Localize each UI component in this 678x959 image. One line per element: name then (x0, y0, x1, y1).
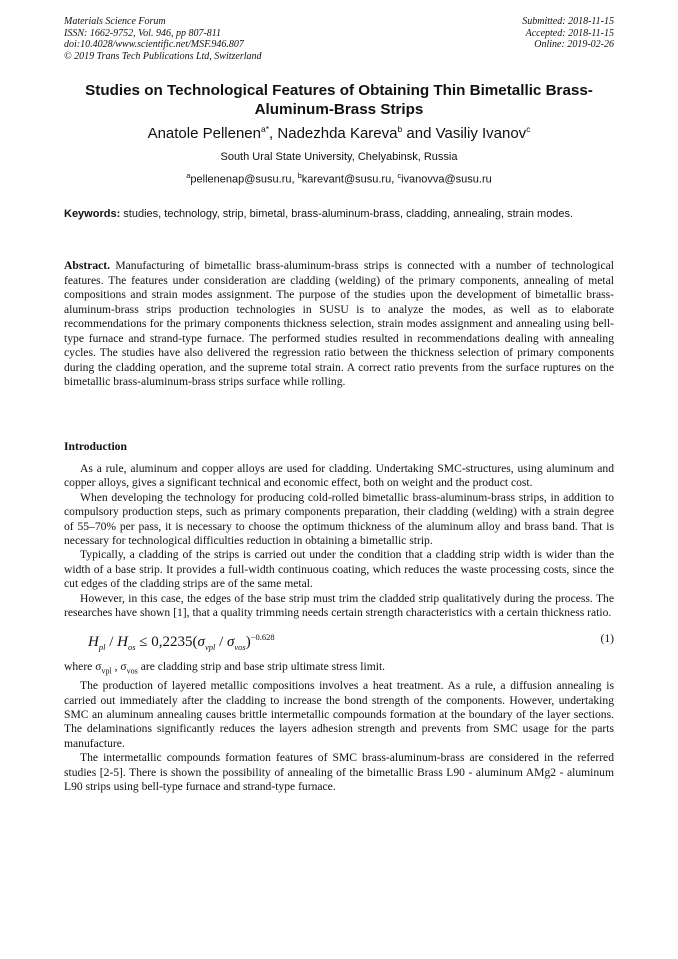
journal-doi: doi:10.4028/www.scientific.net/MSF.946.807 (64, 39, 244, 50)
text-subscript: vpl (101, 666, 112, 676)
journal-copyright: © 2019 Trans Tech Publications Ltd, Switzerland (64, 50, 262, 62)
author-separator: , (269, 125, 278, 142)
email-link[interactable]: karevant@susu.ru, (301, 173, 398, 186)
eq-symbol: σ (227, 634, 235, 651)
paragraph: However, in this case, the edges of the base strip must trim the cladded strip qualitatively during the process. The researches have shown [1], that a quality trimming needs certain strength characteristics with a certain thickness ratio. (64, 591, 614, 620)
abstract-section (64, 259, 614, 390)
accepted-date: Accepted: 2018-11-15 (525, 27, 614, 39)
eq-subscript: os (127, 642, 136, 653)
journal-info (64, 16, 262, 62)
paragraph: The production of layered metallic compositions involves a heat treatment. As a rule, a diffusion annealing is carried out immediately after the cladding to increase the bond strength of the components. However, undertaking SMC an aluminum annealing causes brittle intermetallic compounds formation at the boundary of the layer sections. The delaminations significantly reduces the layers adhesion strength and prevents from SMC usage for the parts manufacture. (64, 679, 614, 750)
email-link[interactable]: ivanovva@susu.ru (401, 173, 492, 186)
keywords-section (64, 207, 614, 221)
author-emails (64, 171, 614, 186)
equation-number: (1) (600, 632, 614, 646)
equation-formula (88, 630, 275, 654)
eq-operator: ≤ 0,2235( (135, 634, 198, 651)
eq-operator: ) (245, 634, 251, 651)
section-heading-introduction: Introduction (64, 440, 127, 453)
abstract-label: Abstract. (64, 259, 111, 272)
paragraph: When developing the technology for producing cold-rolled bimetallic brass-aluminum-brass strips, in addition to compulsory production steps, such as primary components preparation, their cladding (welding) with a strain degree of 55–70% per pass, it is necessary to choose the optimum thickness of the aluminum alloy and brass band. That is necessary for technological difficulties reduction in obtaining a bimetallic strip. (64, 490, 614, 548)
submitted-date: Submitted: 2018-11-15 (522, 16, 614, 27)
online-date: Online: 2019-02-26 (534, 39, 614, 50)
author-name: Nadezhda Kareva (277, 125, 398, 142)
eq-subscript: pl (98, 642, 106, 653)
affiliation: South Ural State University, Chelyabinsk, Russia (220, 151, 458, 163)
email-superscript: c (397, 171, 402, 180)
keywords-text: studies, technology, strip, bimetal, brass-aluminum-brass, cladding, annealing, strain modes. (120, 208, 574, 220)
eq-symbol: H (117, 634, 128, 651)
eq-subscript: vos (234, 642, 246, 653)
text-run: are cladding strip and base strip ultimate stress limit. (137, 660, 386, 674)
author-name: Anatole Pellenen (147, 125, 261, 142)
eq-subscript: vpl (204, 642, 216, 653)
author-superscript: b (397, 124, 403, 134)
keywords-label: Keywords: (64, 208, 121, 220)
paragraph: As a rule, aluminum and copper alloys are used for cladding. Undertaking SMC-structures, using aluminum and copper alloys, gives a significant technical and economic effect, both on weight and the product cost. (64, 462, 614, 490)
email-superscript: a (186, 171, 191, 180)
journal-name: Materials Science Forum (64, 16, 166, 27)
equation-1 (64, 622, 614, 660)
publication-dates (522, 16, 614, 51)
text-run: , σ (111, 660, 127, 674)
email-link[interactable]: pellenenap@susu.ru, (190, 173, 298, 186)
author-name: Vasiliy Ivanov (435, 125, 527, 142)
author-list (64, 124, 614, 142)
paragraph (64, 660, 614, 679)
author-superscript: c (526, 124, 531, 134)
text-subscript: vos (126, 666, 138, 676)
paragraph: The intermetallic compounds formation features of SMC brass-aluminum-brass are considered in the referred studies [2-5]. There is shown the possibility of annealing of the bimetallic Brass L90 - aluminum AMg2 - aluminum L90 strips using bell-type furnace and strand-type furnace. (64, 751, 614, 794)
text-run: where σ (64, 660, 102, 674)
paper-title: Studies on Technological Features of Obtaining Thin Bimetallic Brass-Aluminum-Brass Strips (85, 82, 593, 118)
author-superscript: a* (261, 124, 270, 134)
introduction-body (64, 462, 614, 794)
email-superscript: b (297, 171, 302, 180)
abstract-text: Manufacturing of bimetallic brass-aluminum-brass strips is connected with a number of technological features. The features under consideration are cladding (welding) of the primary components, annealing of metal compositions and strain modes assignment. The purpose of the studies upon the development of bimetallic brass-aluminum-brass strips production technologies in SUSU is to analyze the modes, as well as to elaborate recommendations for the primary components thickness selection, strain modes assignment and annealing using bell-type furnace and strand-type furnace. The performed studies resulted in recommendations dealing with annealing cycles. The studies have also delivered the regression ratio between the thickness selection of primary components during the cladding operation, and the supreme total strain. A correct ratio prevents from the surface ruptures on the bimetallic brass-aluminum-brass strips surface while rolling. (64, 259, 614, 388)
eq-operator: / (105, 634, 118, 651)
eq-symbol: σ (197, 634, 205, 651)
journal-issn: ISSN: 1662-9752, Vol. 946, pp 807-811 (64, 27, 222, 39)
eq-exponent: −0.628 (250, 632, 275, 643)
eq-operator: / (215, 634, 227, 651)
author-separator: and (402, 125, 436, 142)
eq-symbol: H (88, 634, 99, 651)
paragraph: Typically, a cladding of the strips is carried out under the condition that a cladding strip width is wider than the width of a base strip. It provides a full-width continuous coating, which reduces the waste processing costs, since the cut edges of the cladding strips are of the same metal. (64, 548, 614, 591)
